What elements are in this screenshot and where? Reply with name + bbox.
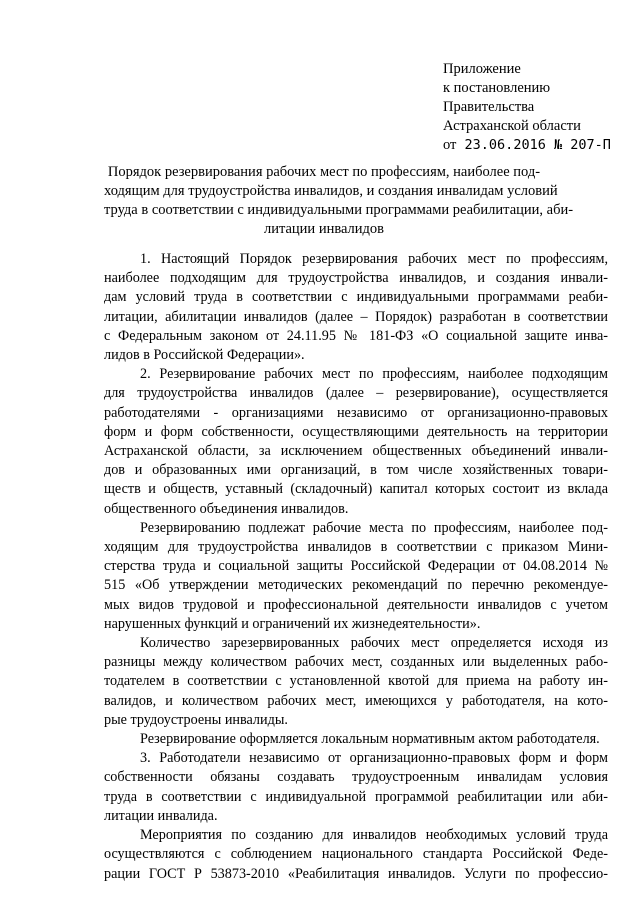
body-line: Астраханской области, за исключением общественных объединений инвали-	[104, 443, 608, 460]
body-line: дов и образованных ими организаций, в том числе хозяйственных товари-	[104, 462, 608, 479]
body-line: рации ГОСТ Р 53873-2010 «Реабилитация инвалидов. Услуги по профессио-	[104, 865, 608, 882]
body-line: работодателями - организациями независимо от организационно-правовых	[104, 404, 608, 421]
body-line: Резервированию подлежат рабочие места по профессиям, наиболее под-	[140, 519, 608, 536]
body-line: дам условий труда в соответствии с индивидуальными программами реаби-	[104, 289, 608, 306]
body-line: общественного объединения инвалидов.	[104, 500, 349, 517]
approval-line-4: Астраханской области	[443, 118, 581, 134]
body-line: ходящим для трудоустройства инвалидов в соответствии с приказом Мини-	[104, 539, 608, 556]
approval-line-1: Приложение	[443, 61, 521, 77]
approval-block	[443, 60, 623, 155]
body-line: для трудоустройства инвалидов (далее – резервирование), осуществляется	[104, 385, 608, 402]
approval-line-2: к постановлению	[443, 80, 551, 96]
body-line: тодателем в соответствии с установленной квотой для приема на работу ин-	[104, 673, 608, 690]
body-line: нарушенных функций и ограничений их жизнедеятельности».	[104, 615, 481, 632]
body-line: Резервирование оформляется локальным нормативным актом работодателя.	[140, 731, 600, 748]
approval-date-prefix: от	[443, 137, 457, 153]
approval-date-value: 23.06.2016 № 207-П	[464, 137, 611, 153]
body-line: мых видов трудовой и профессиональной деятельности инвалидов с учетом	[104, 596, 608, 613]
body-line: литации инвалида.	[104, 807, 218, 824]
document-body	[104, 250, 608, 884]
body-line: валидов, и количеством рабочих мест, имеющихся у работодателя, на кото-	[104, 692, 608, 709]
body-line: 515 «Об утверждении методических рекомендаций по перечню рекомендуе-	[104, 577, 608, 594]
body-line: 1. Настоящий Порядок резервирования рабочих мест по профессиям,	[140, 251, 608, 267]
body-line: рые трудоустроены инвалиды.	[104, 711, 288, 728]
body-line: литации, абилитации инвалидов (далее – Порядок) разработан в соответствии	[104, 308, 608, 325]
body-line: стерства труда и социальной защиты Российской Федерации от 04.08.2014 №	[104, 558, 608, 575]
title-line-3: труда в соответствии с индивидуальными программами реабилитации, аби-	[104, 202, 574, 218]
title-line-1: Порядок резервирования рабочих мест по профессиям, наиболее под-	[107, 164, 541, 180]
approval-line-3: Правительства	[443, 99, 535, 115]
body-line: 3. Работодатели независимо от организационно-правовых форм и форм	[140, 750, 608, 767]
body-line: осуществляются с соблюдением национального стандарта Российской Феде-	[104, 846, 608, 863]
body-line: 2. Резервирование рабочих мест по профессиям, наиболее подходящим	[140, 366, 608, 383]
document-title	[104, 163, 574, 239]
body-line: лидов в Российской Федерации».	[104, 347, 305, 364]
title-line-2: ходящим для трудоустройства инвалидов, и создания инвалидам условий	[104, 183, 558, 199]
body-line: ществ и обществ, уставный (складочный) капитал которых состоит из вклада	[104, 481, 608, 498]
body-line: Мероприятия по созданию для инвалидов необходимых условий труда	[140, 827, 608, 844]
body-line: Количество зарезервированных рабочих мест определяется исходя из	[140, 635, 608, 652]
approval-date-line	[443, 136, 623, 155]
body-line: собственности обязаны создавать трудоустроенным инвалидам условия	[104, 769, 608, 786]
body-line: с Федеральным законом от 24.11.95 № 181-ФЗ «О социальной защите инва-	[104, 327, 608, 344]
title-line-4: литации инвалидов	[263, 221, 385, 237]
body-line: наиболее подходящим для трудоустройства инвалидов, и создания инвали-	[104, 270, 608, 287]
body-line: труда в соответствии с индивидуальной программой реабилитации или аби-	[104, 788, 608, 805]
body-line: форм и форм собственности, осуществляющими деятельность на территории	[104, 423, 608, 440]
body-line: разницы между количеством рабочих мест, созданных или выделенных рабо-	[104, 654, 608, 671]
